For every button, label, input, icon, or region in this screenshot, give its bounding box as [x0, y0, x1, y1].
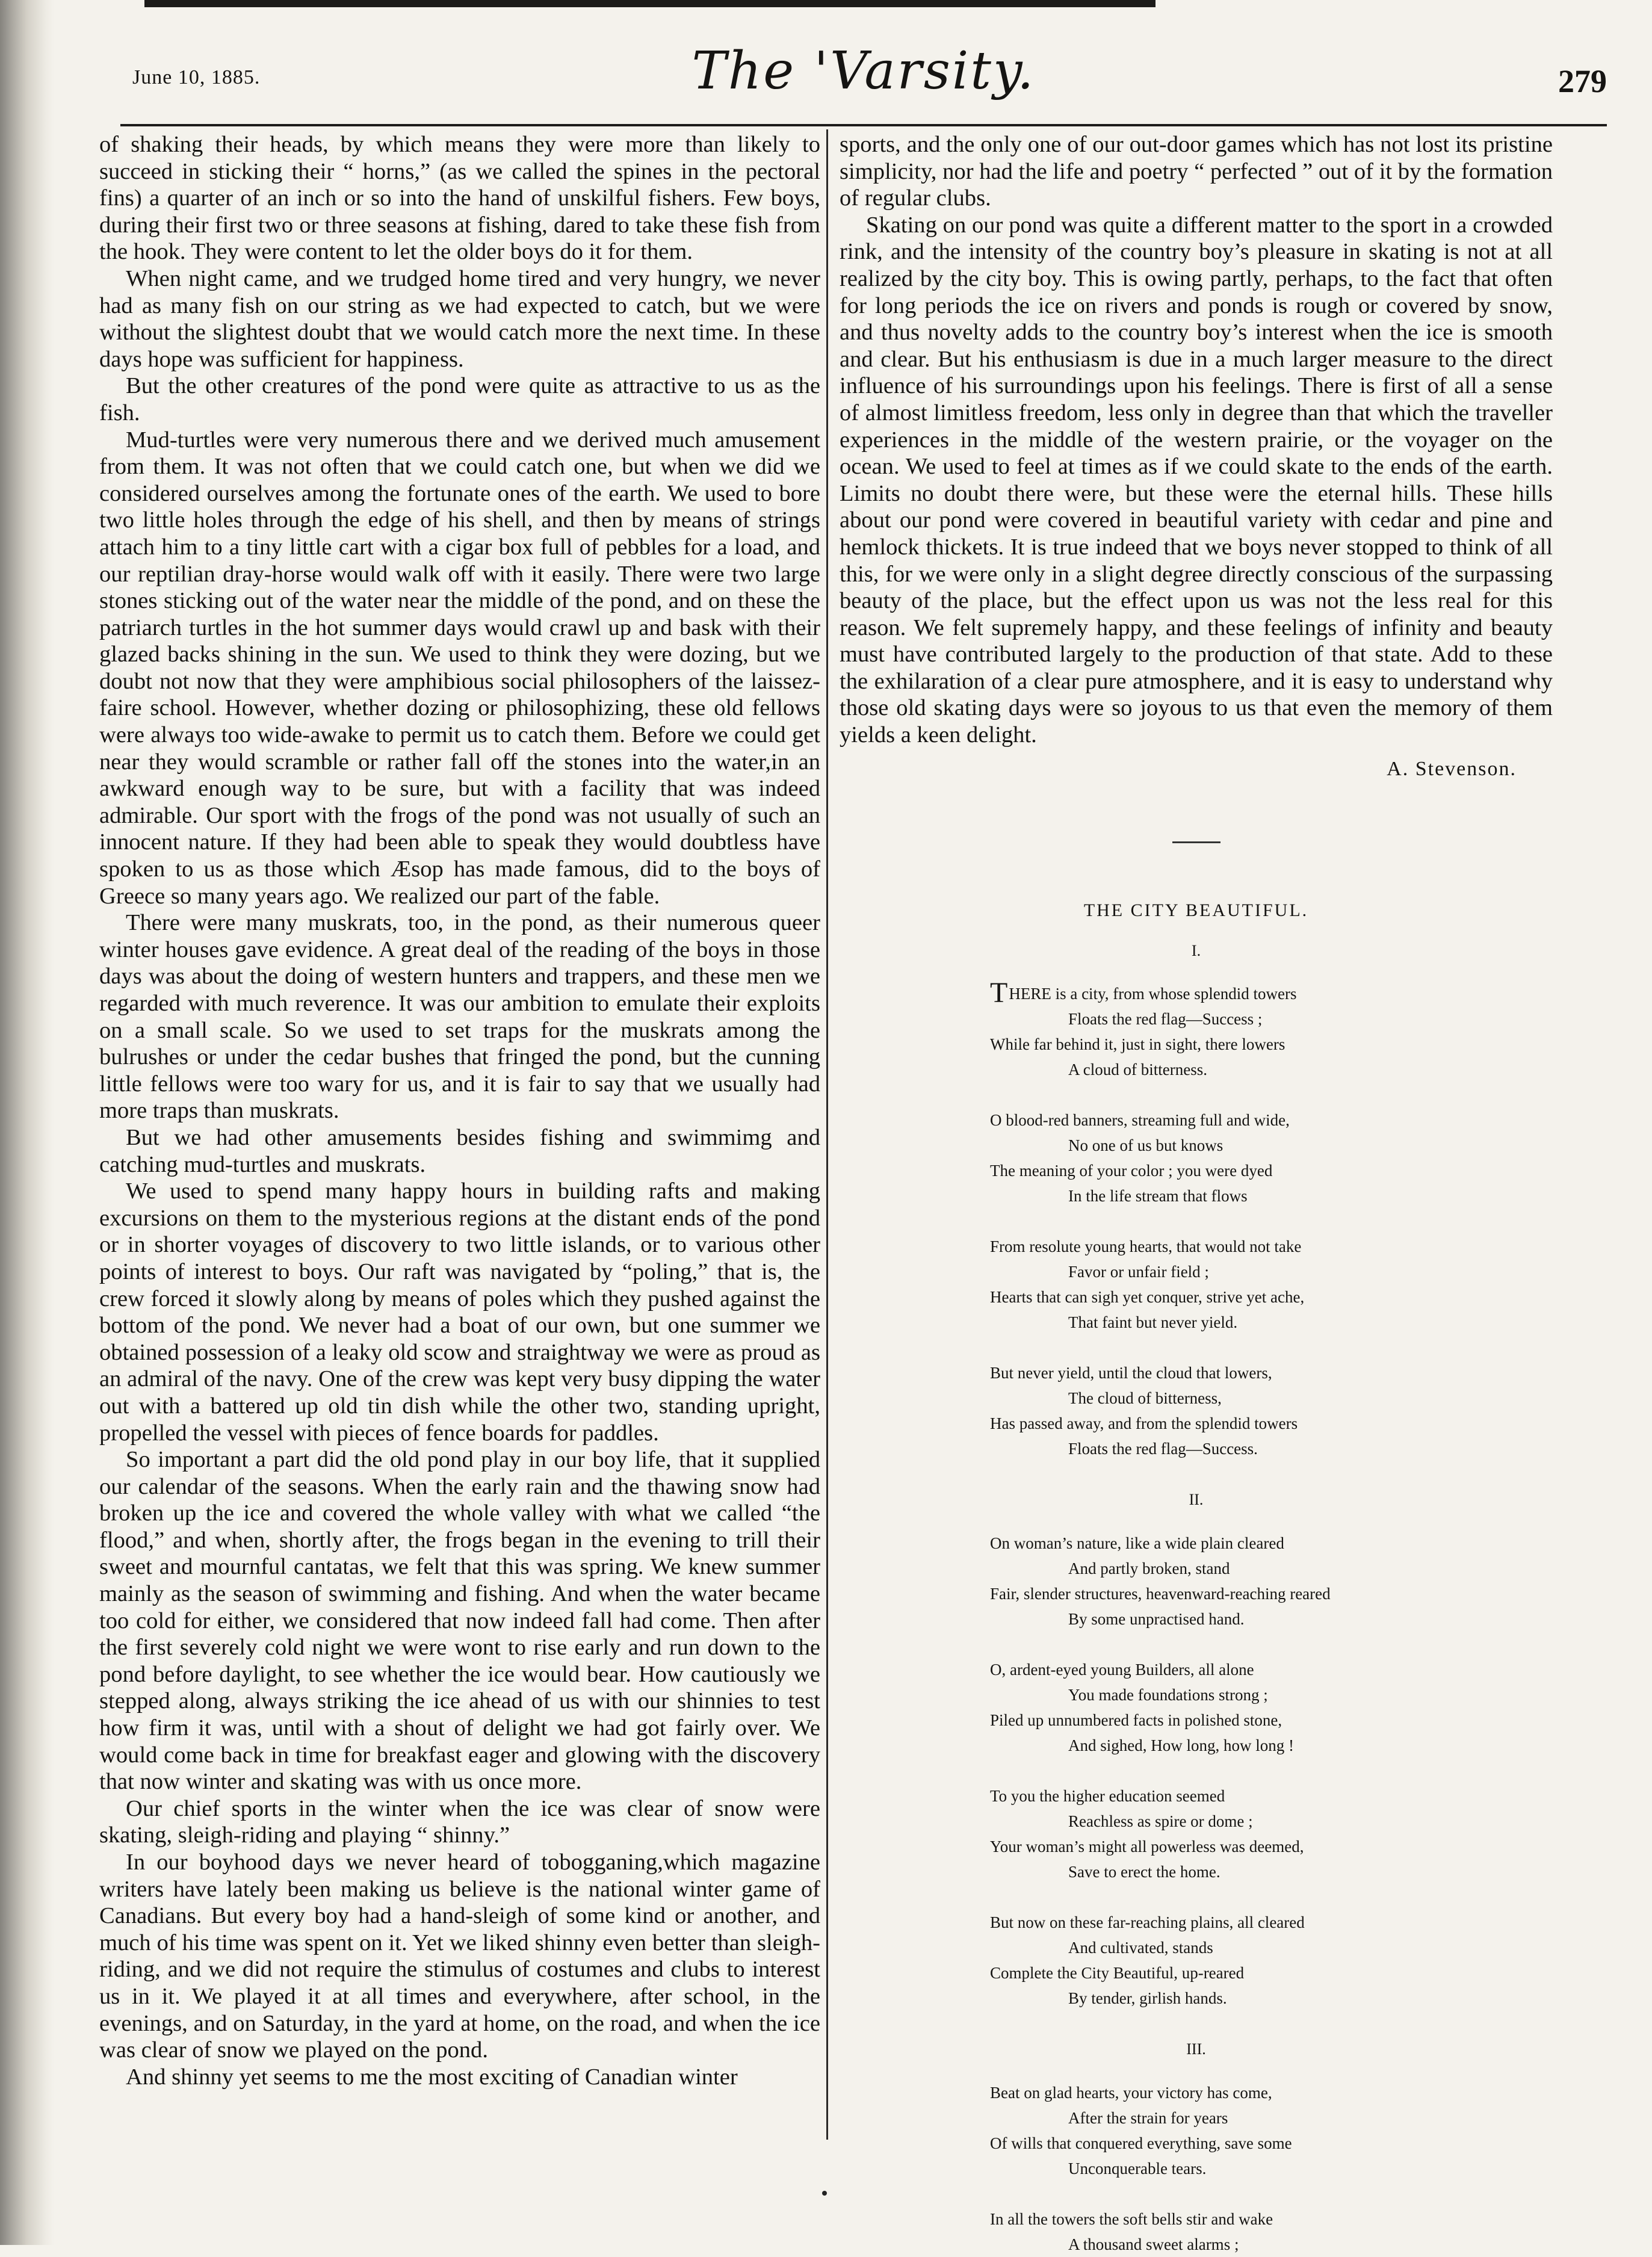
poem-line-rest: HERE is a city, from whose splendid towers	[1009, 985, 1297, 1003]
poem-line: Piled up unnumbered facts in polished stone,	[990, 1711, 1282, 1730]
poem-stanza	[990, 2080, 1553, 2181]
poem-line: And partly broken, stand	[1068, 1559, 1230, 1578]
poem-line: And sighed, How long, how long !	[1068, 1736, 1294, 1755]
poem-line: A cloud of bitterness.	[1068, 1060, 1207, 1079]
poem-line: On woman’s nature, like a wide plain cleared	[990, 1534, 1284, 1553]
poem-line: Floats the red flag—Success.	[1068, 1440, 1258, 1458]
paragraph: When night came, and we trudged home tired and very hungry, we never had as many fish on our string as we had expected to catch, but we were without the slightest doubt that we would catch more the next time. In these days hope was sufficient for happiness.	[99, 265, 820, 372]
paragraph: In our boyhood days we never heard of tobogganing,which magazine writers have lately been making us believe is the national winter game of Canadians. But every boy had a hand-sleigh of some kind or another, and much of his time was spent on it. Yet we liked shinny even better than sleigh-riding, and we did not require the stimulus of costumes and clubs to interest us in it. We played it at all times and everywhere, after school, in the evenings, and on Saturday, in the yard at home, on the road, and when the ice was clear of snow we played on the pond.	[99, 1850, 820, 2063]
poem-line: Beat on glad hearts, your victory has come,	[990, 2083, 1272, 2102]
poem-line: By some unpractised hand.	[1068, 1610, 1245, 1629]
poem-line: Hearts that can sigh yet conquer, strive yet ache,	[990, 1288, 1305, 1307]
poem-line: By tender, girlish hands.	[1068, 1989, 1227, 2008]
poem-line: In all the towers the soft bells stir and wake	[990, 2209, 1273, 2228]
column-rule	[826, 129, 828, 2140]
paragraph: But the other creatures of the pond were quite as attractive to us as the fish.	[99, 373, 820, 426]
poem-line: Has passed away, and from the splendid towers	[990, 1414, 1298, 1433]
poem-stanza	[990, 1531, 1553, 1632]
scan-edge-shadow	[0, 0, 54, 2245]
poem-section-numeral: III.	[1186, 2040, 1206, 2058]
right-column	[840, 131, 1553, 2253]
poem-line: But now on these far-reaching plains, all cleared	[990, 1913, 1305, 1932]
paragraph: Skating on our pond was quite a different matter to the sport in a crowded rink, and the intensity of the country boy’s pleasure in skating is not at all realized by the city boy. This is owing partly, perhaps, to the fact that often for long periods the ice on rivers and ponds is rough or covered by snow, and thus novelty adds to the country boy’s interest when the ice is smooth and clear. But his enthusiasm is due in a much larger measure to the direct influence of his surroundings upon his feelings. There is first of all a sense of almost limitless freedom, less only in degree than that which the traveller experiences in the middle of the western prairie, or the voyager on the ocean. We used to feel at times as if we could skate to the ends of the earth. Limits no doubt there were, but these were the eternal hills. These hills about our pond were covered in beautiful variety with cedar and pine and hemlock thickets. It is true indeed that we boys never stopped to think of all this, for we were only in a slight degree directly conscious of the surpassing beauty of the place, but the effect upon us was not the less real for this reason. We felt supremely happy, and these feelings of infinity and beauty must have contributed largely to the production of that state. Add to these the exhilaration of a clear pure atmosphere, and it is easy to understand why those old skating days were so joyous to us that even the memory of them yields a keen delight.	[840, 212, 1553, 748]
poem-title: THE CITY BEAUTIFUL.	[1083, 900, 1309, 921]
paragraph: sports, and the only one of our out-door games which has not lost its pristine simplicity, nor had the life and poetry “ perfected ” out of it by the formation of regular clubs.	[840, 132, 1553, 211]
poem-line: O blood-red banners, streaming full and wide,	[990, 1111, 1290, 1130]
paragraph: Our chief sports in the winter when the ice was clear of snow were skating, sleigh-riding and playing “ shinny.”	[99, 1795, 820, 1848]
paragraph: We used to spend many happy hours in building rafts and making excursions on them to the mysterious regions at the distant ends of the pond or in shorter voyages of discovery to two little islands, or to various other points of interest to boys. Our raft was navigated by “poling,” that is, the crew forced it slowly along by means of poles which they pushed against the bottom of the pond. We never had a boat of our own, but one summer we obtained possession of a leaky old scow and straightway we were as proud as an admiral of the navy. One of the crew was kept very busy dipping the water out with a battered up old tin dish while the other two, standing upright, propelled the vessel with pieces of fence boards for paddles.	[99, 1178, 820, 1446]
poem-stanza	[990, 1783, 1553, 1884]
poem-line: And cultivated, stands	[1068, 1939, 1213, 1957]
author-signature: A. Stevenson.	[1387, 757, 1517, 780]
poem-line: Your woman’s might all powerless was deemed,	[990, 1837, 1304, 1856]
poem-line: Complete the City Beautiful, up-reared	[990, 1964, 1245, 1983]
poem-line: From resolute young hearts, that would not take	[990, 1237, 1302, 1256]
poem-line: While far behind it, just in sight, there lowers	[990, 1035, 1285, 1054]
scan-top-edge	[144, 0, 1155, 7]
poem-line: Of wills that conquered everything, save some	[990, 2134, 1292, 2152]
poem-line: Unconquerable tears.	[1068, 2159, 1207, 2178]
poem-stanza	[990, 1234, 1553, 1335]
poem-stanza	[990, 1360, 1553, 1461]
poem-section	[990, 2080, 1553, 2257]
poem-stanza	[990, 2206, 1553, 2257]
poem-stanza	[990, 977, 1553, 1082]
poem-line: A thousand sweet alarms ;	[1068, 2235, 1239, 2253]
paragraph: of shaking their heads, by which means they were more than likely to succeed in sticking their “ horns,” (as we called the spines in the pectoral fins) a quarter of an inch or so into the hand of unskilful fishers. Few boys, during their first two or three seasons at fishing, dared to take these fish from the hook. They were content to let the older boys do it for them.	[99, 132, 820, 265]
masthead: The 'Varsity.	[691, 41, 1036, 101]
poem-line: Save to erect the home.	[1068, 1863, 1220, 1881]
poem-line	[990, 977, 1553, 1009]
poem-line: After the strain for years	[1068, 2108, 1228, 2127]
poem-line: O, ardent-eyed young Builders, all alone	[990, 1661, 1254, 1679]
poem-line: The meaning of your color ; you were dyed	[990, 1162, 1273, 1180]
poem-line: But never yield, until the cloud that lowers,	[990, 1364, 1272, 1382]
paragraph: And shinny yet seems to me the most exciting of Canadian winter	[126, 2064, 738, 2090]
poem-line: No one of us but knows	[1068, 1136, 1224, 1155]
poem-line: Favor or unfair field ;	[1068, 1263, 1209, 1281]
page-number: 279	[1558, 63, 1607, 99]
poem-section	[990, 1531, 1553, 2011]
paragraph: But we had other amusements besides fishing and swimmimg and catching mud-turtles and muskrats.	[99, 1124, 820, 1177]
poem-stanza	[990, 1910, 1553, 2011]
poem-line: To you the higher education seemed	[990, 1787, 1225, 1806]
poem-line: Reachless as spire or dome ;	[1068, 1812, 1253, 1831]
drop-capital: T	[990, 977, 1008, 1009]
page-header	[120, 29, 1607, 113]
header-rule	[120, 124, 1607, 126]
poem-line: The cloud of bitterness,	[1068, 1389, 1222, 1408]
poem-stanza	[990, 1657, 1553, 1758]
paragraph: So important a part did the old pond play in our boy life, that it supplied our calendar of the seasons. When the early rain and the thawing snow had broken up the ice and covered the whole valley with what we called “the flood,” and when, shortly after, the frogs began in the evening to trill their sweet and mournful cantatas, we felt that this was spring. We knew summer mainly as the season of swimming and fishing. And when the water became too cold for either, we considered that now indeed fall had come. Then after the first severely cold night we were wont to rise early and run down to the pond before daylight, to see whether the ice would bear. How cautiously we stepped along, always striking the ice ahead of us with our shinnies to test how firm it was, until with a shout of delight we had got fairly over. We would come back in time for breakfast eager and glowing with the discovery that now winter and skating was with us once more.	[99, 1447, 820, 1795]
poem-section-numeral: I.	[1191, 941, 1201, 959]
poem-line: In the life stream that flows	[1068, 1187, 1248, 1206]
poem-line: Fair, slender structures, heavenward-reaching reared	[990, 1585, 1331, 1603]
paragraph: Mud-turtles were very numerous there and we derived much amusement from them. It was not often that we could catch one, but when we did we considered ourselves among the fortunate ones of the earth. We used to bore two little holes through the edge of his shell, and then by means of strings attach him to a tiny little cart with a cigar box full of pebbles for a load, and our reptilian dray-horse would walk off with it easily. There were two large stones sticking out of the water near the middle of the pond, and on these the patriarch turtles in the hot summer days would crawl up and bask with their glazed backs shining in the sun. We used to think they were dozing, but we doubt not now that they were amphibious social philosophers of the laissez-faire school. However, whether dozing or philosophizing, these old fellows were always too wide-awake to permit us to catch them. Before we could get near they would scramble or rather fall off the stones into the water,in an awkward enough way to be sure, but with a facility that was indeed admirable. Our sport with the frogs of the pond was not usually of such an innocent nature. If they had been able to speak they would doubtless have spoken to us as those which Æsop has made famous, did to the boys of Greece so many years ago. We realized our part of the fable.	[99, 427, 820, 909]
poem-line: Floats the red flag—Success ;	[1068, 1010, 1263, 1029]
poem-stanza	[990, 1107, 1553, 1209]
left-column	[99, 131, 820, 2141]
paragraph: There were many muskrats, too, in the pond, as their numerous queer winter houses gave evidence. A great deal of the reading of the boys in those days was about the doing of western hunters and trappers, and these men we regarded with much reverence. It was our ambition to emulate their exploits on a small scale. So we used to set traps for the muskrats among the bulrushes or under the cedar bushes that fringed the pond, but the cunning little fellows were too wary for us, and it is fair to say that we usually had more traps than muskrats.	[99, 910, 820, 1124]
poem-section-numeral: II.	[1189, 1491, 1204, 1509]
poem-section	[990, 977, 1553, 1461]
section-separator	[1172, 841, 1220, 843]
poem-line: You made foundations strong ;	[1068, 1686, 1268, 1704]
ink-speck	[822, 2191, 827, 2196]
issue-date: June 10, 1885.	[132, 66, 261, 88]
poem-line: That faint but never yield.	[1068, 1313, 1238, 1332]
